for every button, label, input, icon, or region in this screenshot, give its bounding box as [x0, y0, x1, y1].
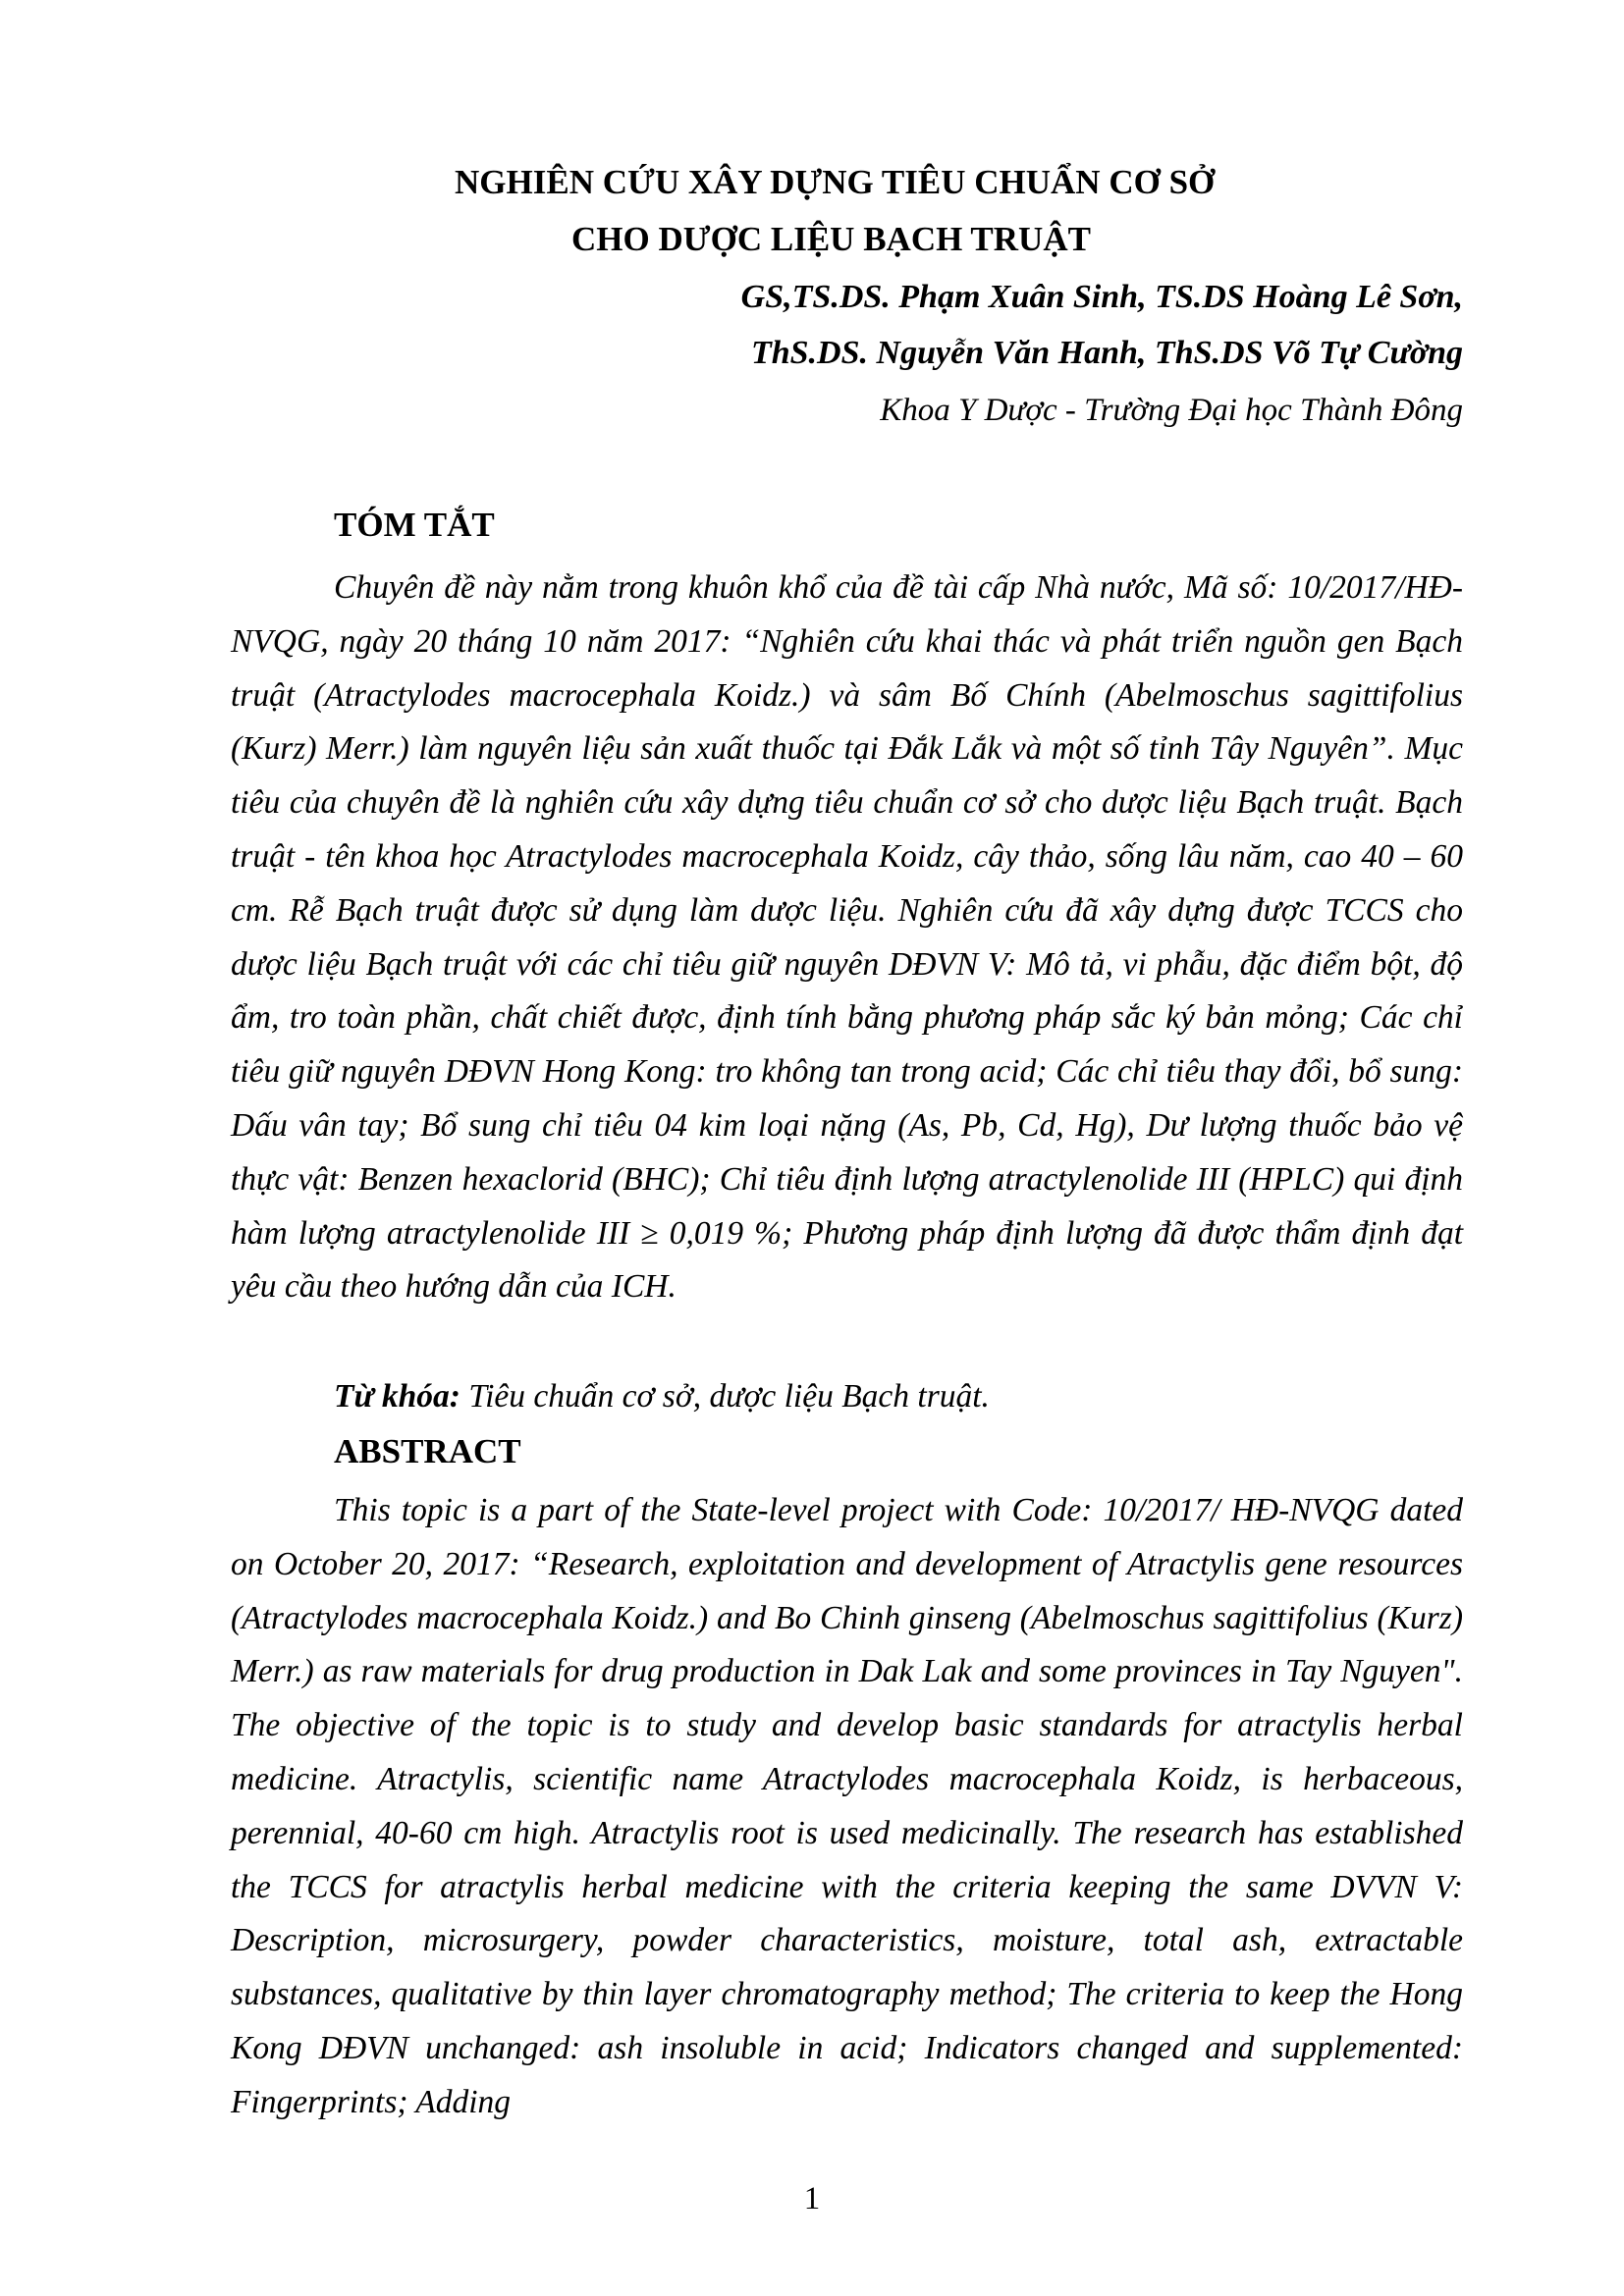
- keywords-line: [334, 1377, 990, 1416]
- abstract-paragraph: This topic is a part of the State-level project with Code: 10/2017/ HĐ-NVQG dated on October 20, 2017: “Research, exploitation and development of Atractylis gene resources (Atractylodes macrocephala Koidz.) and Bo Chinh ginseng (Abelmoschus sagittifolius (Kurz) Merr.) as raw materials for drug production in Dak Lak and some provinces in Tay Nguyen". The objective of the topic is to study and develop basic standards for atractylis herbal medicine. Atractylis, scientific name Atractylodes macrocephala Koidz, is herbaceous, perennial, 40-60 cm high. Atractylis root is used medicinally. The research has established the TCCS for atractylis herbal medicine with the criteria keeping the same DVVN V: Description, microsurgery, powder characteristics, moisture, total ash, extractable substances, qualitative by thin layer chromatography method; The criteria to keep the Hong Kong DĐVN unchanged: ash insoluble in acid; Indicators changed and supplemented: Fingerprints; Adding: [231, 1492, 1463, 2120]
- summary-heading: TÓM TẮT: [334, 506, 495, 544]
- page-number: 1: [803, 2181, 821, 2216]
- authors-line-2: ThS.DS. Nguyễn Văn Hanh, ThS.DS Võ Tự Cường: [750, 335, 1463, 371]
- keywords-label: Từ khóa:: [334, 1378, 460, 1415]
- authors-line-1: GS,TS.DS. Phạm Xuân Sinh, TS.DS Hoàng Lê Sơn,: [740, 279, 1463, 315]
- paper-title-line-1: NGHIÊN CỨU XÂY DỰNG TIÊU CHUẨN CƠ SỞ: [455, 163, 1216, 201]
- summary-paragraph: Chuyên đề này nằm trong khuôn khổ của đề tài cấp Nhà nước, Mã số: 10/2017/HĐ-NVQG, ngày 20 tháng 10 năm 2017: “Nghiên cứu khai thác và phát triển nguồn gen Bạch truật (Atractylodes macrocephala Koidz.) và sâm Bố Chính (Abelmoschus sagittifolius (Kurz) Merr.) làm nguyên liệu sản xuất thuốc tại Đắk Lắk và một số tỉnh Tây Nguyên”. Mục tiêu của chuyên đề là nghiên cứu xây dựng tiêu chuẩn cơ sở cho dược liệu Bạch truật. Bạch truật - tên khoa học Atractylodes macrocephala Koidz, cây thảo, sống lâu năm, cao 40 – 60 cm. Rễ Bạch truật được sử dụng làm dược liệu. Nghiên cứu đã xây dựng được TCCS cho dược liệu Bạch truật với các chỉ tiêu giữ nguyên DĐVN V: Mô tả, vi phẫu, đặc điểm bột, độ ẩm, tro toàn phần, chất chiết được, định tính bằng phương pháp sắc ký bản mỏng; Các chỉ tiêu giữ nguyên DĐVN Hong Kong: tro không tan trong acid; Các chỉ tiêu thay đổi, bổ sung: Dấu vân tay; Bổ sung chỉ tiêu 04 kim loại nặng (As, Pb, Cd, Hg), Dư lượng thuốc bảo vệ thực vật: Benzen hexaclorid (BHC); Chỉ tiêu định lượng atractylenolide III (HPLC) qui định hàm lượng atractylenolide III ≥ 0,019 %; Phương pháp định lượng đã được thẩm định đạt yêu cầu theo hướng dẫn của ICH.: [231, 569, 1463, 1306]
- abstract-heading: ABSTRACT: [334, 1432, 521, 1470]
- keywords-text: Tiêu chuẩn cơ sở, dược liệu Bạch truật.: [460, 1378, 990, 1415]
- affiliation: Khoa Y Dược - Trường Đại học Thành Đông: [880, 393, 1463, 428]
- paper-title-line-2: CHO DƯỢC LIỆU BẠCH TRUẬT: [571, 220, 1091, 258]
